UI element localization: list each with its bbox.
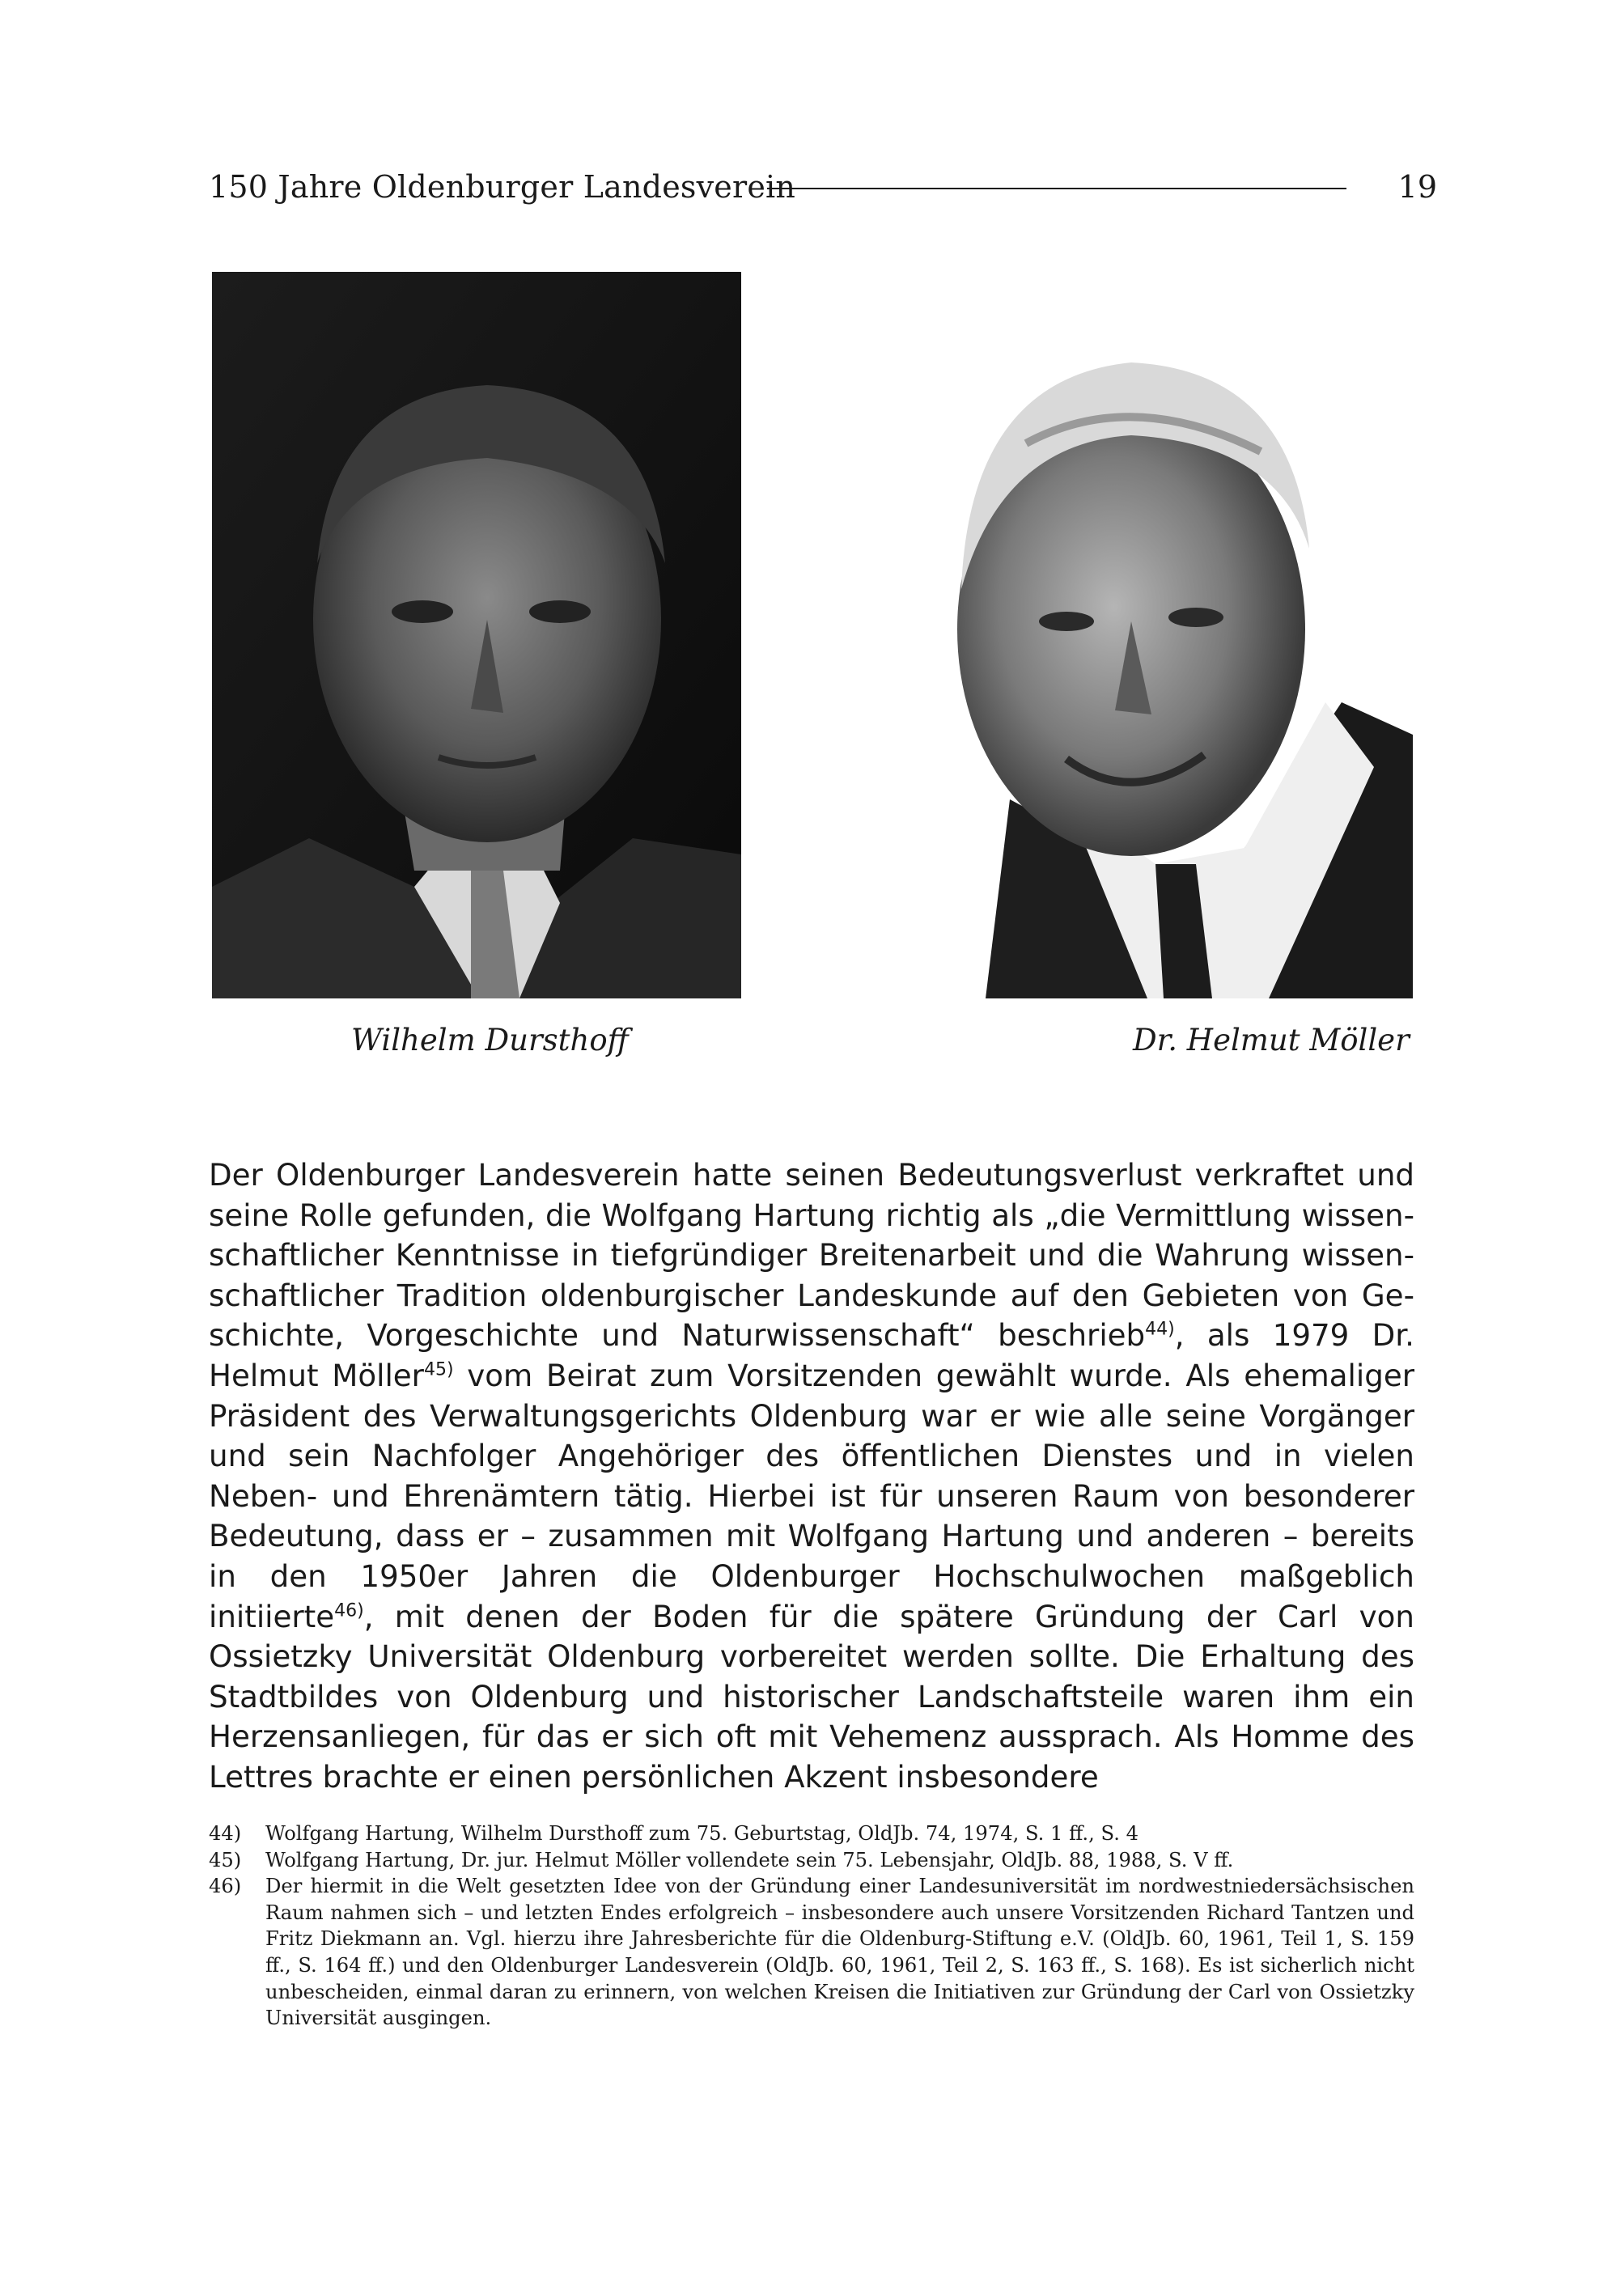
footnote-number: 45) <box>209 1848 242 1871</box>
header-rule <box>767 188 1346 189</box>
running-header <box>209 167 1437 215</box>
footnote-text: Wolfgang Hartung, Dr. jur. Helmut Möller vollendete sein 75. Lebensjahr, OldJb. 88, 1988, S. V ff. <box>265 1848 1234 1871</box>
page-number: 19 <box>1397 169 1437 205</box>
footnote-ref-46: 46) <box>334 1600 364 1621</box>
body-text-part: vom Beirat zum Vorsitzenden gewählt wurde. Als ehemaliger Präsident des Verwaltungsgerichts Oldenburg war er wie alle seine Vorgänger und sein Nachfolger Angehöriger des öffentlichen Dienstes und in vielen Neben- und Ehrenämtern tätig. Hierbei ist für unseren Raum von besonderer Bedeutung, dass er – zusammen mit Wolfgang Hartung und anderen – bereits in den 1950er Jahren die Oldenburger Hochschulwochen maßgeblich initiierte <box>209 1357 1414 1634</box>
portrait-photo-left <box>212 272 741 998</box>
footnote-44 <box>209 1820 1414 1847</box>
body-text-part: , als 1979 Dr. Helmut Möller <box>209 1317 1414 1393</box>
footnote-45 <box>209 1847 1414 1874</box>
body-paragraph <box>209 1155 1414 1798</box>
photo-caption-right: Dr. Helmut Möller <box>1133 1023 1410 1057</box>
footnote-number: 44) <box>209 1822 242 1845</box>
portrait-image-left <box>212 272 741 998</box>
body-text-part: , mit denen der Boden für die spätere Gründung der Carl von Ossietzky Universität Oldenburg vorbereitet werden sollte. Die Erhaltung des Stadtbildes von Oldenburg und historischer Landschaftsteile waren ihm ein Herzensanliegen, für das er sich oft mit Vehemenz aussprach. Als Homme des Lettres brachte er einen persönlichen Akzent insbesondere <box>209 1598 1414 1795</box>
portrait-image-right <box>888 282 1413 998</box>
footnote-text: Der hiermit in die Welt gesetzten Idee von der Gründung einer Landesuniversität im nordwestniedersächsischen Raum nahmen sich – und letzten Endes erfolgreich – insbesondere auch unsere Vorsitzenden Richard Tantzen und Fritz Diekmann an. Vgl. hierzu ihre Jahresberichte für die Oldenburg-Stiftung e.V. (OldJb. 60, 1961, Teil 1, S. 159 ff., S. 164 ff.) und den Oldenburger Landesverein (OldJb. 60, 1961, Teil 2, S. 163 ff., S. 168). Es ist sicherlich nicht unbescheiden, einmal daran zu erinnern, von welchen Kreisen die Initiativen zur Gründung der Carl von Ossietzky Universität ausgingen. <box>265 1875 1414 2030</box>
photo-caption-left: Wilhelm Dursthoff <box>351 1023 629 1057</box>
footnotes <box>209 1820 1414 2032</box>
footnote-ref-44: 44) <box>1145 1319 1175 1340</box>
footnote-text: Wolfgang Hartung, Wilhelm Dursthoff zum 75. Geburtstag, OldJb. 74, 1974, S. 1 ff., S. 4 <box>265 1822 1138 1845</box>
footnote-ref-45: 45) <box>423 1359 454 1380</box>
running-title: 150 Jahre Oldenburger Landesverein <box>209 169 796 205</box>
body-text-part: Der Oldenburger Landesverein hatte seinen Bedeutungsverlust verkraftet und seine Rolle gefunden, die Wolfgang Hartung richtig als „die Vermittlung wissenschaftlicher Kenntnisse in tiefgründiger Breitenarbeit und die Wahrung wissenschaftlicher Tradition oldenburgischer Landeskunde auf den Gebieten von Geschichte, Vorgeschichte und Naturwissenschaft“ beschrieb <box>209 1157 1414 1354</box>
portrait-photo-right <box>888 282 1413 998</box>
footnote-number: 46) <box>209 1875 242 1898</box>
footnote-46 <box>209 1873 1414 2032</box>
